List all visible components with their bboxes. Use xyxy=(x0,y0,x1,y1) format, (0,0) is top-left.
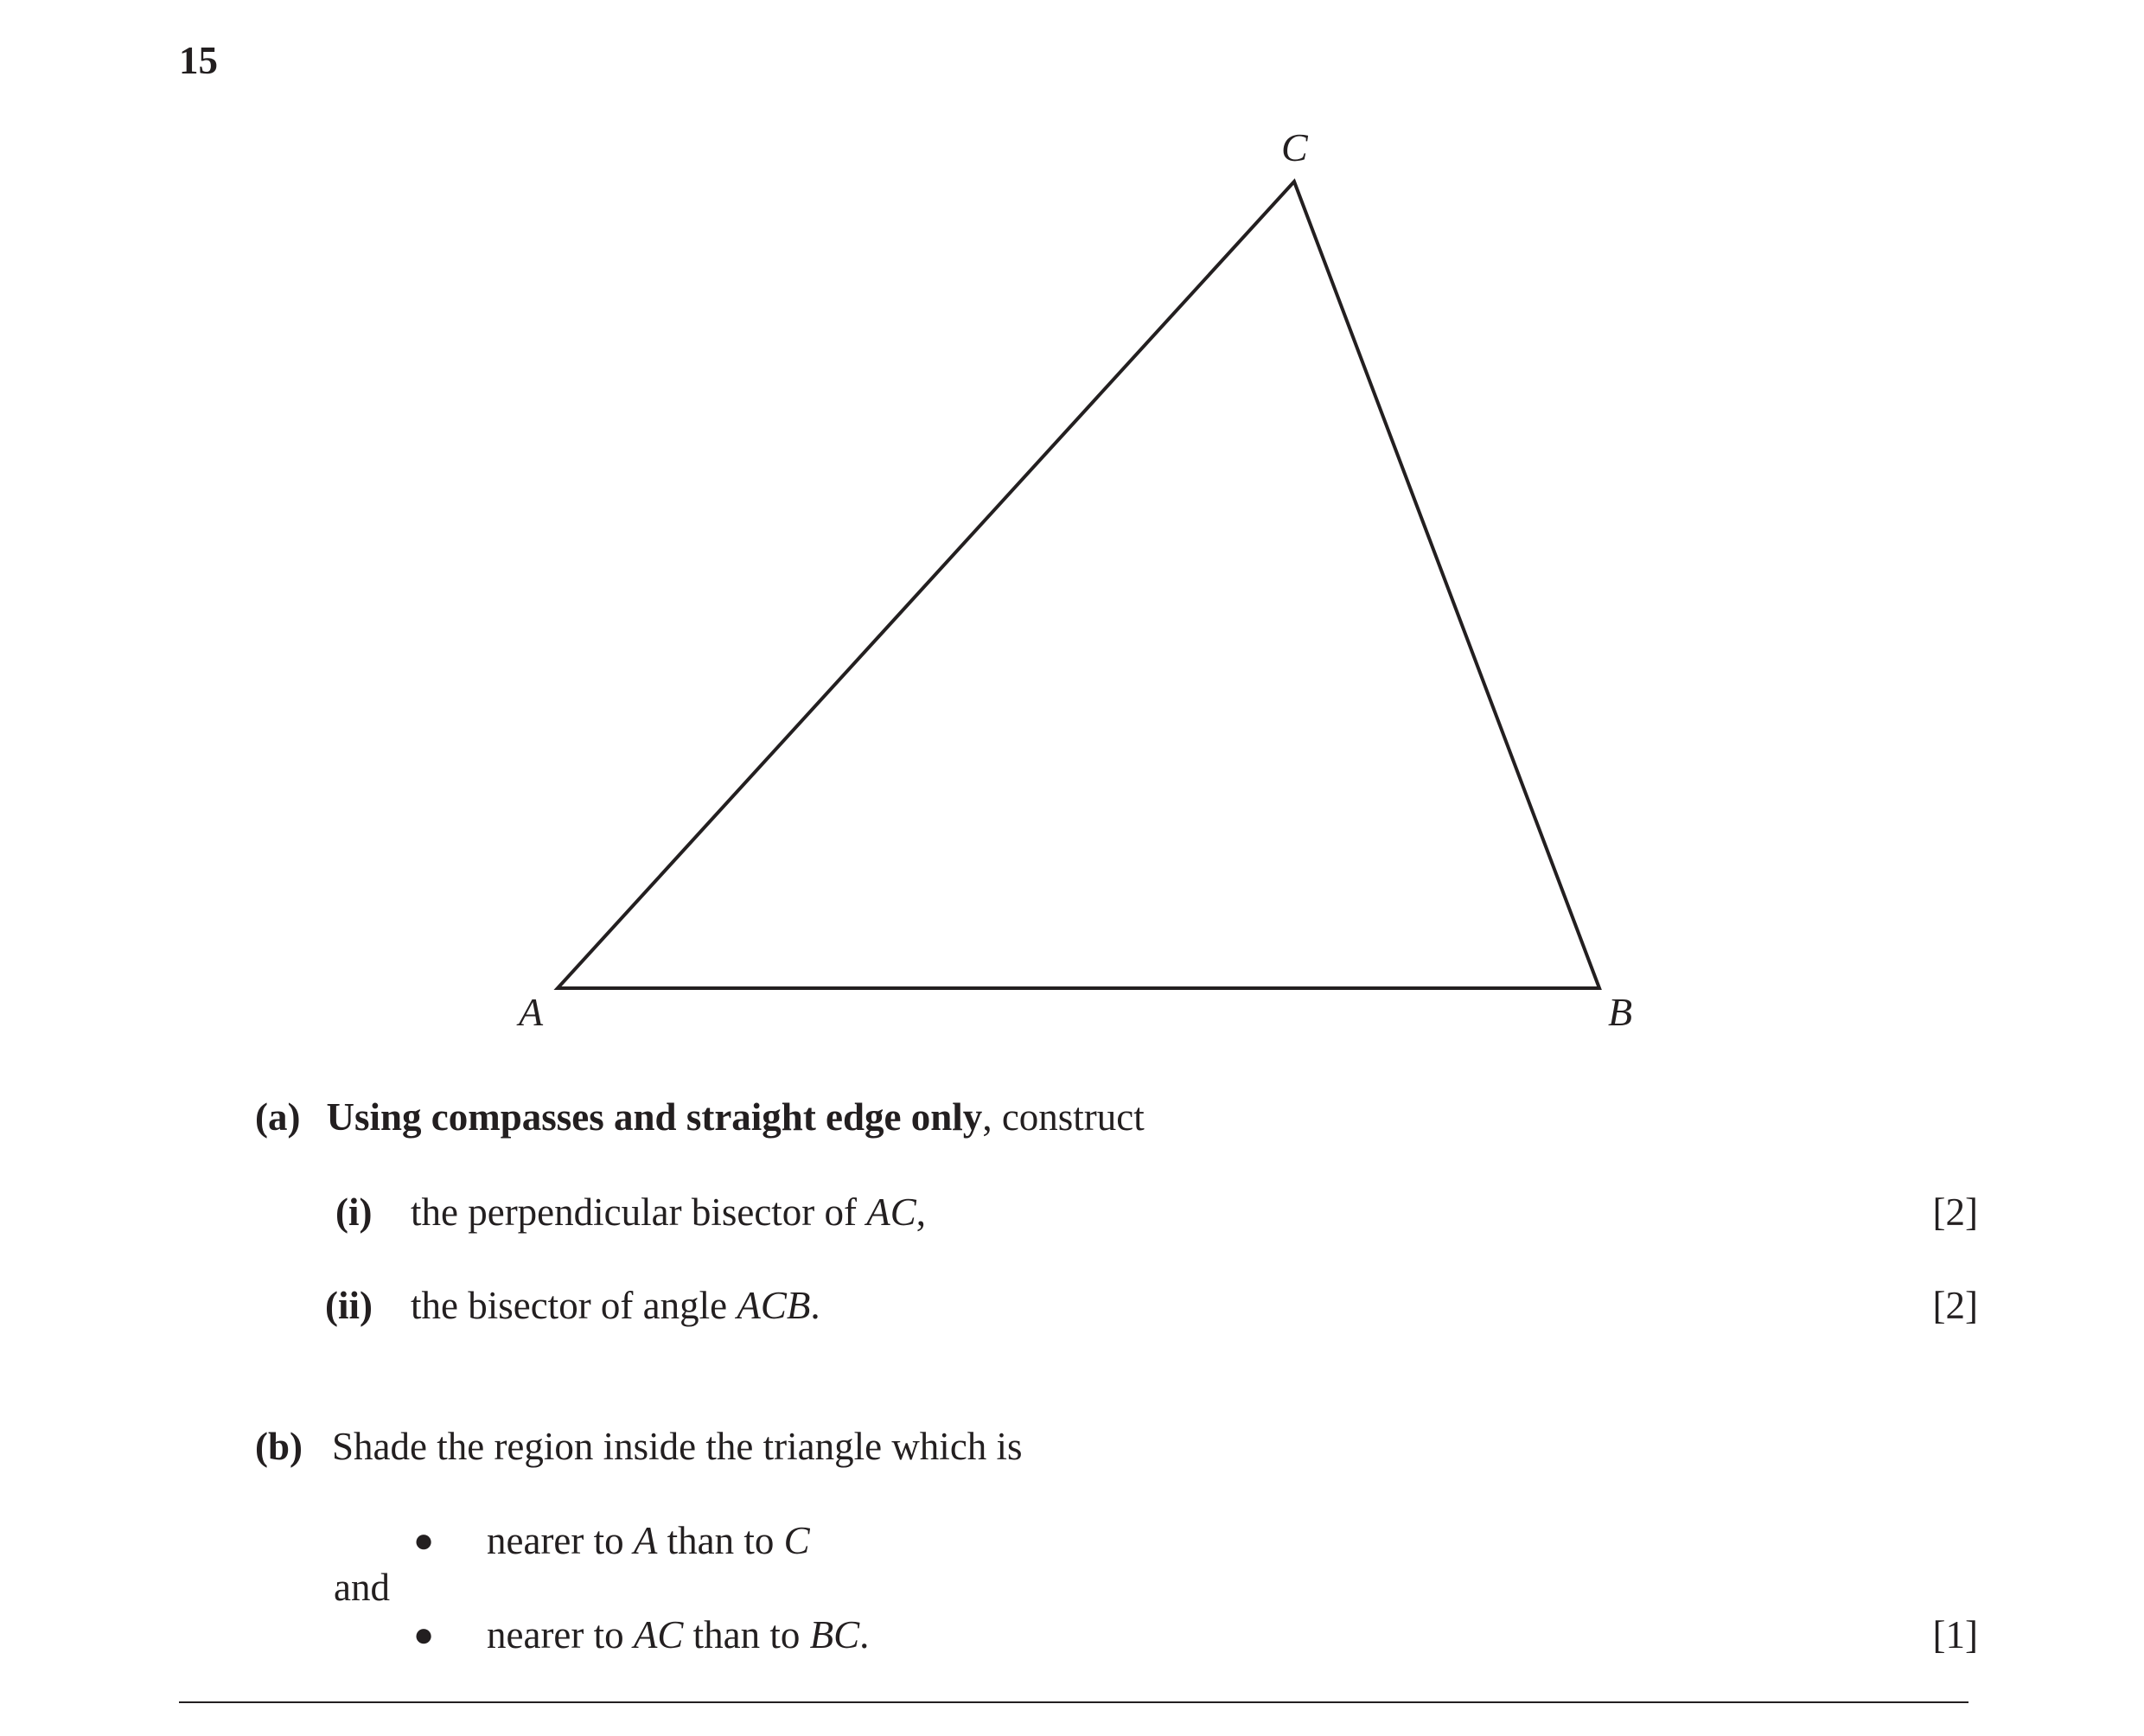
part-a-heading xyxy=(255,1091,1145,1143)
part-a-item-i-text xyxy=(411,1186,926,1238)
marks-a-ii: [2] xyxy=(1932,1284,1978,1327)
marks-a-i: [2] xyxy=(1932,1190,1978,1234)
part-a-label: (a) xyxy=(255,1095,301,1139)
part-a-instruction-rest: , construct xyxy=(982,1095,1145,1139)
item-text-after: , xyxy=(916,1190,927,1234)
vertex-label-c: C xyxy=(1281,125,1308,169)
item-math: AC xyxy=(866,1190,916,1234)
condition-math: A xyxy=(633,1519,658,1562)
condition-text: than to xyxy=(657,1519,784,1562)
item-text: the bisector of angle xyxy=(411,1284,737,1327)
part-b-label: (b) xyxy=(255,1425,303,1468)
condition-text: nearer to xyxy=(487,1519,634,1562)
bullet-icon: ● xyxy=(413,1521,435,1560)
part-a-item-i xyxy=(335,1186,372,1238)
condition-text: than to xyxy=(683,1613,810,1656)
bottom-rule xyxy=(179,1701,1969,1703)
item-text: the perpendicular bisector of xyxy=(411,1190,867,1234)
vertex-label-b: B xyxy=(1608,990,1633,1034)
item-label: (ii) xyxy=(325,1284,373,1327)
part-b-condition-1 xyxy=(487,1515,810,1567)
condition-math: C xyxy=(783,1519,810,1562)
bullet-icon: ● xyxy=(413,1615,435,1654)
vertex-label-a: A xyxy=(519,990,544,1034)
triangle-abc xyxy=(558,182,1599,988)
condition-text: . xyxy=(859,1613,870,1656)
part-b-connector: and xyxy=(334,1566,390,1609)
part-b-instruction: Shade the region inside the triangle which is xyxy=(332,1425,1023,1468)
item-math: ACB xyxy=(737,1284,811,1327)
condition-math: AC xyxy=(633,1613,684,1656)
question-number: 15 xyxy=(179,39,218,82)
part-b-heading xyxy=(255,1420,1023,1472)
condition-text: nearer to xyxy=(487,1613,634,1656)
condition-math: BC xyxy=(809,1613,860,1656)
marks-b: [1] xyxy=(1932,1613,1978,1656)
item-label: (i) xyxy=(335,1190,373,1234)
part-a-item-ii xyxy=(325,1280,373,1331)
item-text-after: . xyxy=(810,1284,820,1327)
part-a-instruction-bold: Using compasses and straight edge only xyxy=(326,1095,983,1139)
part-b-condition-2 xyxy=(487,1609,869,1661)
part-a-item-ii-text xyxy=(411,1280,820,1331)
